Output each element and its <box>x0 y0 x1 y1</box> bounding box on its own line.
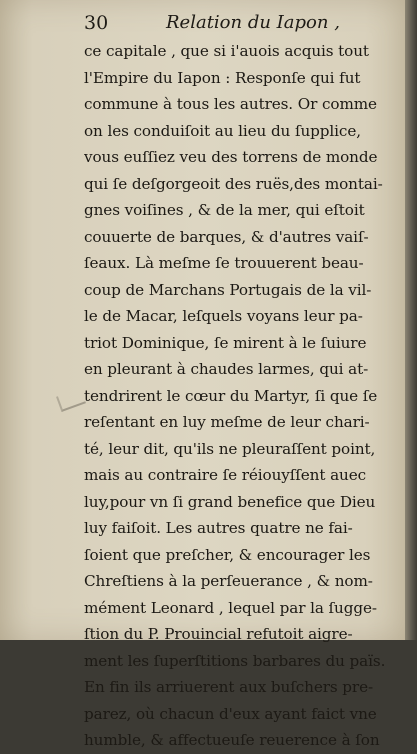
text-line: gnes voiſines , & de la mer, qui eſtoit <box>84 201 365 219</box>
text-line: té, leur dit, qu'ils ne pleuraſſent point, <box>84 439 376 458</box>
text-line: ce capitale , que si i'auois acquis tout <box>84 42 369 60</box>
margin-mark <box>56 388 86 412</box>
page-header <box>84 12 394 38</box>
text-line: commune à tous les autres. Or comme <box>84 95 377 113</box>
text-line: qui ſe deſgorgeoit des ruës,des montai- <box>84 174 383 193</box>
text-line: le de Macar, leſquels voyans leur pa- <box>84 307 363 325</box>
text-line: ment les ſuperſtitions barbares du païs. <box>84 651 386 670</box>
text-line: mais au contraire ſe réiouyſſent auec <box>84 466 367 484</box>
text-line: triot Dominique, ſe mirent à le ſuiure <box>84 333 367 352</box>
text-line: humble, & affectueuſe reuerence à ſon <box>84 731 380 749</box>
text-line: ſtion du P. Prouincial refutoit aigre- <box>84 625 353 643</box>
text-line: parez, où chacun d'eux ayant faict vne <box>84 704 377 723</box>
text-line: l'Empire du Iapon : Responſe qui fut <box>84 68 361 87</box>
text-line: mément Leonard , lequel par la ſugge- <box>84 598 377 617</box>
text-line: luy faiſoit. Les autres quatre ne fai- <box>84 519 353 537</box>
text-line: ſoient que preſcher, & encourager les <box>84 545 371 564</box>
text-line: Chreſtiens à la perſeuerance , & nom- <box>84 572 373 590</box>
book-gutter <box>405 0 417 640</box>
text-line: reſentant en luy meſme de leur chari- <box>84 413 370 431</box>
page-number: 30 <box>84 12 109 34</box>
running-title: Relation du Iapon , <box>166 12 340 33</box>
text-line: en pleurant à chaudes larmes, qui at- <box>84 360 369 378</box>
text-line: En fin ils arriuerent aux buſchers pre- <box>84 678 373 696</box>
text-line: on les conduiſoit au lieu du ſupplice, <box>84 121 361 140</box>
body-text <box>84 38 400 754</box>
text-line: luy,pour vn ſi grand benefice que Dieu <box>84 492 376 511</box>
text-line: vous euſſiez veu des torrens de monde <box>84 148 378 166</box>
text-line: coup de Marchans Portugais de la vil- <box>84 280 372 299</box>
text-line: couuerte de barques, & d'autres vaiſ- <box>84 227 369 246</box>
text-line: ſeaux. Là meſme ſe trouuerent beau- <box>84 254 364 272</box>
text-line: tendrirent le cœur du Martyr, ſi que ſe <box>84 386 378 405</box>
